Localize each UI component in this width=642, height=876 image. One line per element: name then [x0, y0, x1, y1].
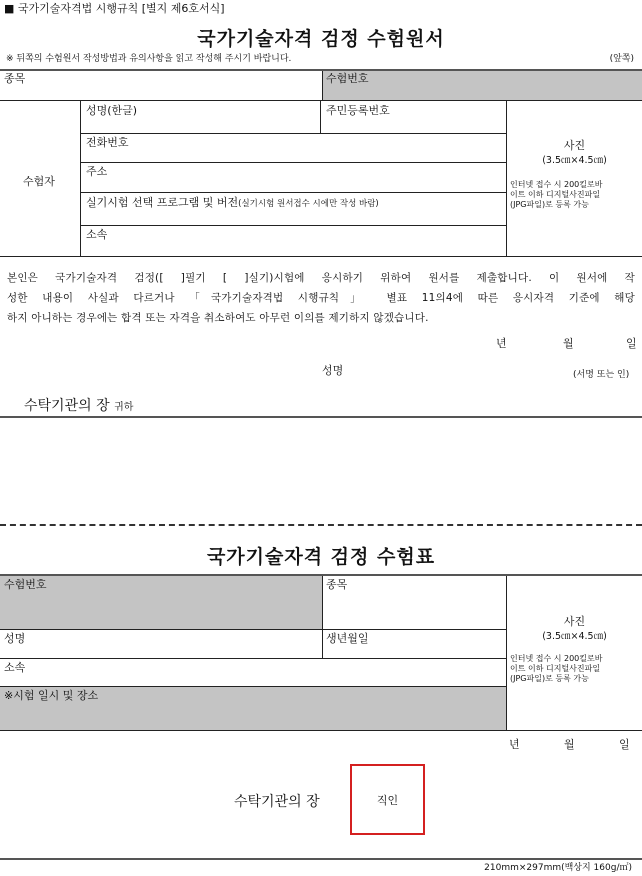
photo-size: (3.5㎝×4.5㎝): [542, 155, 607, 166]
page-side: (앞쪽): [609, 54, 634, 64]
photo-area: [507, 140, 642, 166]
sign-label: 성명: [322, 364, 344, 377]
date-year: 년: [496, 337, 507, 350]
declaration: 본인은 국가기술자격 검정([ ]필기 [ ]실기)시험에 응시하기 위하여 원서를 제출합니다. 이 원서에 작 성한 내용이 사실과 다르거나 「국가기술자격법 시행규칙」 별표 11의4에 따른 응시자격 기준에 해당 하지 아니하는 경우에는 합격 또는 자격을 취소하여도 아무런 이의를 제기하지 않겠습니다.: [7, 272, 635, 324]
ticket-photo-note: 인터넷 접수 시 200킬로바 이트 이하 디지털사진파일 (JPG파일)로 등록 가능: [510, 654, 603, 683]
ticket-affiliation-label: 소속: [4, 661, 26, 674]
affiliation-label: 소속: [86, 228, 108, 241]
rrn-label: 주민등록번호: [326, 104, 390, 117]
ticket-date-year: 년: [509, 738, 520, 751]
exam-no-cell: [322, 71, 642, 100]
date-day: 일: [626, 337, 637, 350]
issuer: 수탁기관의 장: [234, 794, 320, 810]
program-label: 실기시험 선택 프로그램 및 버전(실기시험 원서접수 시에만 작성 바람): [86, 196, 379, 209]
seal-label: 직인: [376, 793, 399, 807]
phone-label: 전화번호: [86, 136, 129, 149]
sign-note: (서명 또는 인): [573, 370, 630, 380]
ticket-photo-title: 사진: [563, 615, 586, 628]
paper-spec: 210mm×297mm(백상지 160g/㎡): [484, 863, 632, 873]
law-reference: ■ 국가기술자격법 시행규칙 [별지 제6호서식]: [4, 2, 225, 15]
ticket-birth-label: 생년월일: [326, 632, 369, 645]
photo-title: 사진: [563, 139, 586, 152]
recipient: 수탁기관의 장 귀하: [24, 398, 134, 414]
ticket-name-label: 성명: [4, 632, 26, 645]
ticket-exam-no-cell: [0, 576, 322, 629]
ticket-date-day: 일: [619, 738, 630, 751]
cut-line: [0, 524, 642, 526]
exam-no-label: 수험번호: [326, 72, 369, 85]
name-label: 성명(한글): [86, 104, 138, 117]
photo-note: 인터넷 접수 시 200킬로바 이트 이하 디지털사진파일 (JPG파일)로 등록 가능: [510, 180, 603, 209]
form-title: 국가기술자격 검정 수험원서: [197, 28, 445, 50]
address-label: 주소: [86, 165, 108, 178]
applicant-label: 수험자: [23, 175, 55, 188]
ticket-photo-area: [507, 616, 642, 642]
schedule-label: ※시험 일시 및 장소: [4, 689, 99, 702]
seal-box: [350, 764, 425, 835]
date-month: 월: [563, 337, 574, 350]
ticket-date-month: 월: [564, 738, 575, 751]
ticket-exam-no-label: 수험번호: [4, 578, 47, 591]
ticket-field-label: 종목: [326, 578, 348, 591]
form-note: ※ 뒤쪽의 수험원서 작성방법과 유의사항을 읽고 작성해 주시기 바랍니다.: [6, 54, 292, 64]
ticket-title: 국가기술자격 검정 수험표: [206, 546, 436, 568]
ticket-photo-size: (3.5㎝×4.5㎝): [542, 631, 607, 642]
field-label: 종목: [4, 72, 26, 85]
